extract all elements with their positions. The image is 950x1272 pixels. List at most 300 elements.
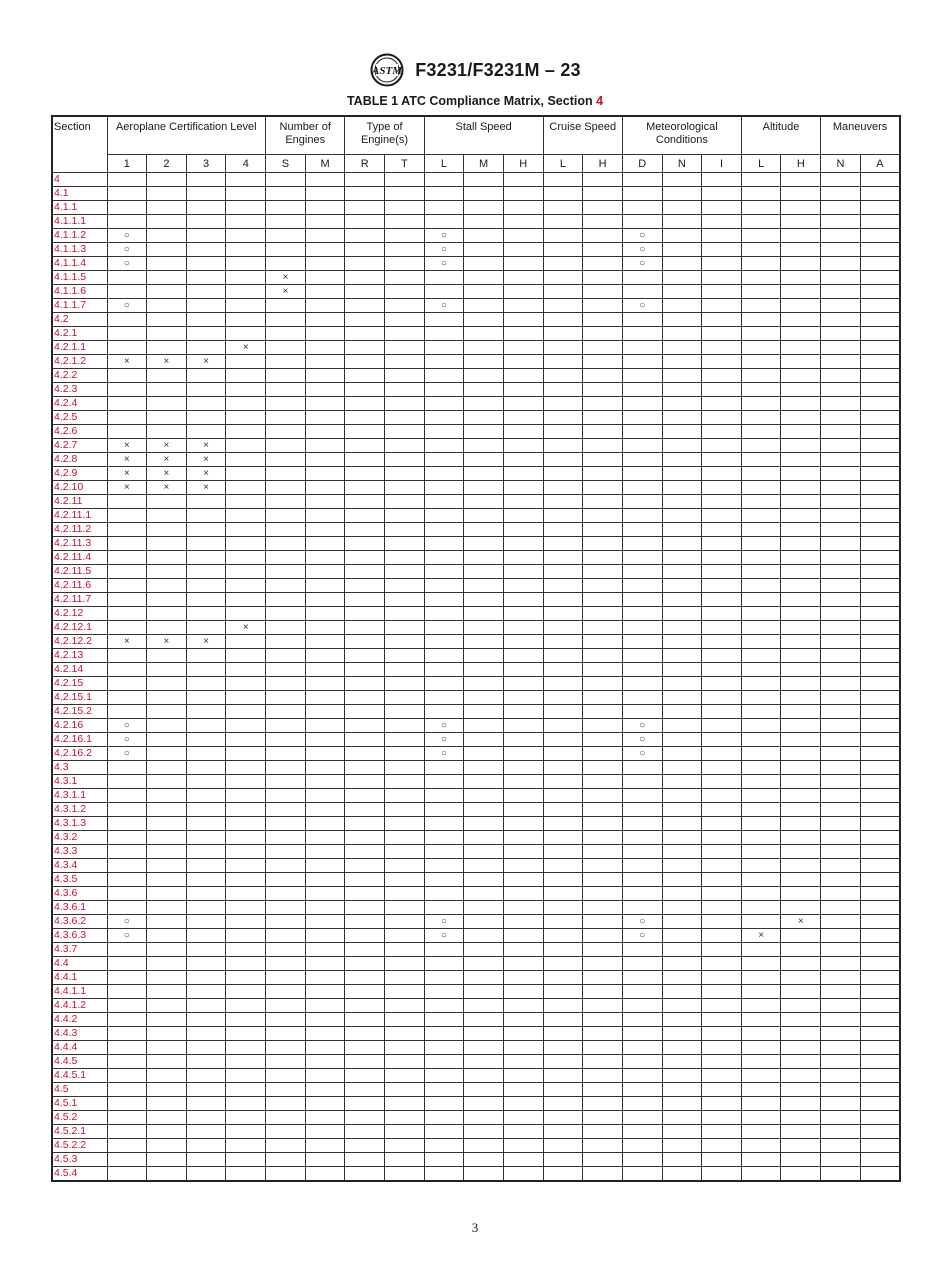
matrix-cell	[662, 327, 702, 341]
matrix-cell	[226, 523, 266, 537]
section-link[interactable]: 4.2.12	[52, 607, 107, 621]
section-link[interactable]: 4.4.2	[52, 1013, 107, 1027]
matrix-cell	[147, 1041, 187, 1055]
matrix-cell	[305, 635, 345, 649]
matrix-cell	[821, 1083, 861, 1097]
matrix-cell	[464, 327, 504, 341]
matrix-cell	[503, 607, 543, 621]
section-link[interactable]: 4.4.1.2	[52, 999, 107, 1013]
section-link[interactable]: 4.3.6	[52, 887, 107, 901]
section-link[interactable]: 4.2.11	[52, 495, 107, 509]
matrix-cell	[186, 187, 226, 201]
section-link[interactable]: 4.2.15.1	[52, 691, 107, 705]
matrix-cell	[107, 607, 147, 621]
matrix-cell	[543, 943, 583, 957]
matrix-cell	[385, 285, 425, 299]
matrix-cell	[821, 733, 861, 747]
matrix-cell	[464, 579, 504, 593]
section-link[interactable]: 4.2.12.2	[52, 635, 107, 649]
matrix-cell	[107, 173, 147, 187]
matrix-cell	[543, 691, 583, 705]
matrix-cell	[741, 537, 781, 551]
matrix-cell	[424, 1083, 464, 1097]
matrix-cell	[424, 579, 464, 593]
matrix-cell	[741, 1027, 781, 1041]
matrix-cell	[622, 789, 662, 803]
section-link[interactable]: 4.4	[52, 957, 107, 971]
matrix-cell	[226, 817, 266, 831]
section-link[interactable]: 4.2.8	[52, 453, 107, 467]
subcolumn-header: 2	[147, 155, 187, 173]
matrix-cell	[503, 733, 543, 747]
matrix-cell	[503, 761, 543, 775]
matrix-cell	[226, 481, 266, 495]
matrix-cell	[662, 201, 702, 215]
matrix-cell: ×	[147, 439, 187, 453]
matrix-cell	[821, 677, 861, 691]
matrix-cell	[662, 593, 702, 607]
matrix-cell	[821, 649, 861, 663]
table-row	[52, 243, 900, 257]
matrix-cell	[622, 1111, 662, 1125]
matrix-cell	[543, 733, 583, 747]
matrix-cell	[424, 327, 464, 341]
matrix-cell	[543, 677, 583, 691]
section-link[interactable]: 4.2.11.1	[52, 509, 107, 523]
matrix-cell	[266, 341, 306, 355]
section-link[interactable]: 4.3.1.3	[52, 817, 107, 831]
section-link[interactable]: 4.2.12.1	[52, 621, 107, 635]
matrix-cell	[860, 999, 900, 1013]
section-link[interactable]: 4.2.6	[52, 425, 107, 439]
matrix-cell	[662, 649, 702, 663]
section-link[interactable]: 4.1.1.7	[52, 299, 107, 313]
matrix-cell: ○	[424, 733, 464, 747]
section-link[interactable]: 4.3.6.3	[52, 929, 107, 943]
matrix-cell	[464, 341, 504, 355]
section-link[interactable]: 4.1	[52, 187, 107, 201]
section-link[interactable]: 4.5.4	[52, 1167, 107, 1182]
matrix-cell	[781, 215, 821, 229]
matrix-cell	[305, 341, 345, 355]
matrix-cell	[781, 859, 821, 873]
matrix-cell	[385, 187, 425, 201]
matrix-cell	[345, 845, 385, 859]
matrix-cell	[702, 873, 742, 887]
table-row	[52, 229, 900, 243]
matrix-cell	[266, 1013, 306, 1027]
table-row	[52, 1013, 900, 1027]
subcolumn-header: L	[543, 155, 583, 173]
section-link[interactable]: 4.3.6.1	[52, 901, 107, 915]
section-link[interactable]: 4.1.1.5	[52, 271, 107, 285]
matrix-cell	[186, 915, 226, 929]
section-link[interactable]: 4.3	[52, 761, 107, 775]
matrix-cell	[543, 1013, 583, 1027]
section-link[interactable]: 4.3.1	[52, 775, 107, 789]
matrix-cell	[821, 789, 861, 803]
matrix-cell	[464, 215, 504, 229]
section-link[interactable]: 4.2.11.6	[52, 579, 107, 593]
matrix-cell	[305, 817, 345, 831]
matrix-cell	[543, 1139, 583, 1153]
matrix-cell	[622, 1097, 662, 1111]
section-link[interactable]: 4.1.1	[52, 201, 107, 215]
matrix-cell	[781, 383, 821, 397]
section-link[interactable]: 4.3.2	[52, 831, 107, 845]
matrix-cell	[345, 397, 385, 411]
matrix-cell	[464, 887, 504, 901]
matrix-cell	[622, 677, 662, 691]
matrix-cell	[860, 1013, 900, 1027]
section-link[interactable]: 4.2.9	[52, 467, 107, 481]
section-link[interactable]: 4.1.1.1	[52, 215, 107, 229]
matrix-cell	[781, 467, 821, 481]
matrix-cell	[266, 201, 306, 215]
section-link[interactable]: 4.2.11.3	[52, 537, 107, 551]
matrix-cell	[385, 523, 425, 537]
matrix-cell	[345, 985, 385, 999]
matrix-cell	[226, 887, 266, 901]
matrix-cell	[464, 243, 504, 257]
matrix-cell	[385, 313, 425, 327]
matrix-cell	[345, 1125, 385, 1139]
section-link[interactable]: 4.2.7	[52, 439, 107, 453]
matrix-cell	[226, 1055, 266, 1069]
matrix-cell	[186, 341, 226, 355]
matrix-cell	[662, 789, 702, 803]
section-link[interactable]: 4.2.13	[52, 649, 107, 663]
matrix-cell	[385, 1139, 425, 1153]
table-row	[52, 1125, 900, 1139]
section-link[interactable]: 4.2.10	[52, 481, 107, 495]
matrix-cell: ×	[266, 271, 306, 285]
matrix-cell	[583, 271, 623, 285]
matrix-cell	[305, 579, 345, 593]
matrix-cell	[385, 1097, 425, 1111]
subcolumn-header: D	[622, 155, 662, 173]
matrix-cell	[503, 985, 543, 999]
section-link[interactable]: 4.2.11.5	[52, 565, 107, 579]
section-link[interactable]: 4.2.15	[52, 677, 107, 691]
matrix-cell	[622, 215, 662, 229]
matrix-cell	[821, 929, 861, 943]
table-row	[52, 635, 900, 649]
section-link[interactable]: 4.3.5	[52, 873, 107, 887]
section-link[interactable]: 4.1.1.2	[52, 229, 107, 243]
matrix-cell	[622, 481, 662, 495]
section-link[interactable]: 4.2.15.2	[52, 705, 107, 719]
section-link[interactable]: 4.4.1.1	[52, 985, 107, 999]
section-link[interactable]: 4.5.2	[52, 1111, 107, 1125]
matrix-cell	[186, 257, 226, 271]
matrix-cell	[860, 1167, 900, 1182]
section-link[interactable]: 4.2.3	[52, 383, 107, 397]
matrix-cell	[583, 383, 623, 397]
section-link[interactable]: 4.4.5	[52, 1055, 107, 1069]
matrix-cell	[622, 467, 662, 481]
matrix-cell	[305, 1125, 345, 1139]
matrix-cell	[662, 1013, 702, 1027]
matrix-cell: ○	[424, 299, 464, 313]
matrix-cell	[464, 901, 504, 915]
matrix-cell	[226, 1125, 266, 1139]
section-link[interactable]: 4	[52, 173, 107, 187]
table-row	[52, 467, 900, 481]
section-link[interactable]: 4.3.6.2	[52, 915, 107, 929]
matrix-cell	[107, 817, 147, 831]
matrix-cell	[107, 1027, 147, 1041]
matrix-cell	[305, 299, 345, 313]
subcolumn-header: N	[662, 155, 702, 173]
section-link[interactable]: 4.1.1.4	[52, 257, 107, 271]
section-link[interactable]: 4.2.5	[52, 411, 107, 425]
group-header: Maneuvers	[821, 116, 900, 155]
matrix-cell	[741, 649, 781, 663]
matrix-cell	[464, 747, 504, 761]
matrix-cell	[583, 215, 623, 229]
matrix-cell	[266, 439, 306, 453]
section-link[interactable]: 4.4.3	[52, 1027, 107, 1041]
matrix-cell	[860, 355, 900, 369]
matrix-cell	[464, 285, 504, 299]
matrix-cell	[147, 957, 187, 971]
matrix-cell	[503, 845, 543, 859]
matrix-cell	[821, 187, 861, 201]
matrix-cell	[702, 229, 742, 243]
section-link[interactable]: 4.4.5.1	[52, 1069, 107, 1083]
matrix-cell	[781, 985, 821, 999]
matrix-cell	[345, 901, 385, 915]
matrix-cell	[147, 831, 187, 845]
section-link[interactable]: 4.2.14	[52, 663, 107, 677]
matrix-cell	[741, 985, 781, 999]
matrix-cell	[107, 523, 147, 537]
matrix-cell	[186, 397, 226, 411]
matrix-cell	[107, 369, 147, 383]
matrix-cell	[702, 747, 742, 761]
matrix-cell	[702, 887, 742, 901]
section-link[interactable]: 4.2.1.1	[52, 341, 107, 355]
matrix-cell	[741, 369, 781, 383]
matrix-cell	[503, 439, 543, 453]
table-row	[52, 691, 900, 705]
matrix-cell	[662, 775, 702, 789]
matrix-cell	[662, 551, 702, 565]
matrix-cell	[662, 313, 702, 327]
matrix-cell	[266, 957, 306, 971]
matrix-cell	[741, 915, 781, 929]
section-link[interactable]: 4.3.3	[52, 845, 107, 859]
matrix-cell	[385, 551, 425, 565]
section-link[interactable]: 4.3.4	[52, 859, 107, 873]
matrix-cell	[503, 929, 543, 943]
matrix-cell	[147, 873, 187, 887]
matrix-cell	[266, 327, 306, 341]
matrix-cell	[226, 873, 266, 887]
matrix-cell	[266, 747, 306, 761]
section-link[interactable]: 4.3.1.2	[52, 803, 107, 817]
matrix-cell	[583, 915, 623, 929]
matrix-cell	[583, 607, 623, 621]
matrix-cell	[226, 369, 266, 383]
matrix-cell	[821, 537, 861, 551]
matrix-cell	[781, 663, 821, 677]
table-row	[52, 453, 900, 467]
matrix-cell	[107, 313, 147, 327]
section-link[interactable]: 4.5.3	[52, 1153, 107, 1167]
section-link[interactable]: 4.3.7	[52, 943, 107, 957]
matrix-cell	[266, 663, 306, 677]
matrix-cell	[226, 1027, 266, 1041]
matrix-cell	[226, 1083, 266, 1097]
matrix-cell	[107, 677, 147, 691]
matrix-cell	[702, 481, 742, 495]
matrix-cell	[345, 495, 385, 509]
matrix-cell	[266, 369, 306, 383]
matrix-cell	[345, 593, 385, 607]
matrix-cell	[503, 453, 543, 467]
matrix-cell	[781, 761, 821, 775]
matrix-cell	[741, 509, 781, 523]
table-row	[52, 999, 900, 1013]
matrix-cell	[107, 579, 147, 593]
matrix-cell	[781, 999, 821, 1013]
section-link[interactable]: 4.5.2.1	[52, 1125, 107, 1139]
matrix-cell	[741, 999, 781, 1013]
matrix-cell	[345, 551, 385, 565]
matrix-cell	[385, 369, 425, 383]
matrix-cell	[821, 453, 861, 467]
matrix-cell	[186, 1139, 226, 1153]
matrix-cell	[186, 425, 226, 439]
matrix-cell: ○	[622, 229, 662, 243]
matrix-cell	[107, 649, 147, 663]
section-link[interactable]: 4.2.11.4	[52, 551, 107, 565]
matrix-cell	[186, 929, 226, 943]
section-link[interactable]: 4.2.11.2	[52, 523, 107, 537]
section-link[interactable]: 4.2.2	[52, 369, 107, 383]
matrix-cell	[385, 761, 425, 775]
matrix-cell	[543, 481, 583, 495]
matrix-cell	[741, 747, 781, 761]
matrix-cell	[385, 383, 425, 397]
matrix-cell	[147, 327, 187, 341]
group-header: Altitude	[741, 116, 820, 155]
matrix-cell	[464, 509, 504, 523]
matrix-cell	[781, 299, 821, 313]
matrix-cell	[345, 775, 385, 789]
matrix-cell	[543, 747, 583, 761]
section-link[interactable]: 4.4.1	[52, 971, 107, 985]
matrix-cell	[226, 929, 266, 943]
matrix-cell	[186, 411, 226, 425]
matrix-cell	[503, 229, 543, 243]
matrix-cell	[385, 705, 425, 719]
matrix-cell	[266, 173, 306, 187]
table-row	[52, 719, 900, 733]
section-link[interactable]: 4.1.1.6	[52, 285, 107, 299]
matrix-cell	[821, 1111, 861, 1125]
matrix-cell	[583, 887, 623, 901]
section-link[interactable]: 4.2	[52, 313, 107, 327]
matrix-cell	[503, 397, 543, 411]
matrix-cell	[860, 523, 900, 537]
matrix-cell	[186, 1069, 226, 1083]
matrix-cell	[503, 621, 543, 635]
table-row	[52, 313, 900, 327]
matrix-cell	[781, 551, 821, 565]
matrix-cell	[464, 789, 504, 803]
section-link[interactable]: 4.4.4	[52, 1041, 107, 1055]
matrix-cell	[464, 1027, 504, 1041]
matrix-cell: ×	[226, 341, 266, 355]
section-link[interactable]: 4.3.1.1	[52, 789, 107, 803]
matrix-cell: ○	[107, 257, 147, 271]
matrix-cell	[622, 691, 662, 705]
matrix-cell	[186, 663, 226, 677]
matrix-cell	[424, 1041, 464, 1055]
matrix-cell	[741, 663, 781, 677]
matrix-cell	[385, 901, 425, 915]
section-link[interactable]: 4.2.11.7	[52, 593, 107, 607]
matrix-cell	[662, 467, 702, 481]
section-link[interactable]: 4.1.1.3	[52, 243, 107, 257]
matrix-cell	[583, 621, 623, 635]
section-link[interactable]: 4.2.16.1	[52, 733, 107, 747]
matrix-cell	[662, 971, 702, 985]
section-link[interactable]: 4.5	[52, 1083, 107, 1097]
table-title-section-link[interactable]: 4	[596, 94, 604, 108]
matrix-cell	[622, 1083, 662, 1097]
matrix-cell	[583, 369, 623, 383]
section-link[interactable]: 4.2.16.2	[52, 747, 107, 761]
matrix-cell	[583, 355, 623, 369]
matrix-cell	[226, 355, 266, 369]
matrix-cell	[345, 537, 385, 551]
matrix-cell	[662, 817, 702, 831]
matrix-cell	[543, 243, 583, 257]
matrix-cell	[424, 383, 464, 397]
table-row	[52, 901, 900, 915]
matrix-cell	[345, 943, 385, 957]
matrix-cell	[424, 985, 464, 999]
section-link[interactable]: 4.2.4	[52, 397, 107, 411]
matrix-cell	[583, 999, 623, 1013]
section-link[interactable]: 4.2.16	[52, 719, 107, 733]
matrix-cell: ○	[107, 229, 147, 243]
matrix-cell	[464, 1097, 504, 1111]
matrix-cell	[147, 187, 187, 201]
matrix-cell	[583, 537, 623, 551]
section-link[interactable]: 4.2.1	[52, 327, 107, 341]
matrix-cell	[424, 397, 464, 411]
section-link[interactable]: 4.5.2.2	[52, 1139, 107, 1153]
matrix-cell	[622, 859, 662, 873]
matrix-cell: ○	[424, 719, 464, 733]
matrix-cell	[385, 1027, 425, 1041]
group-header: Stall Speed	[424, 116, 543, 155]
matrix-cell	[741, 327, 781, 341]
matrix-cell	[503, 201, 543, 215]
section-link[interactable]: 4.2.1.2	[52, 355, 107, 369]
matrix-cell	[702, 677, 742, 691]
section-link[interactable]: 4.5.1	[52, 1097, 107, 1111]
matrix-cell	[266, 635, 306, 649]
matrix-cell	[424, 355, 464, 369]
matrix-cell	[266, 481, 306, 495]
matrix-cell	[226, 761, 266, 775]
